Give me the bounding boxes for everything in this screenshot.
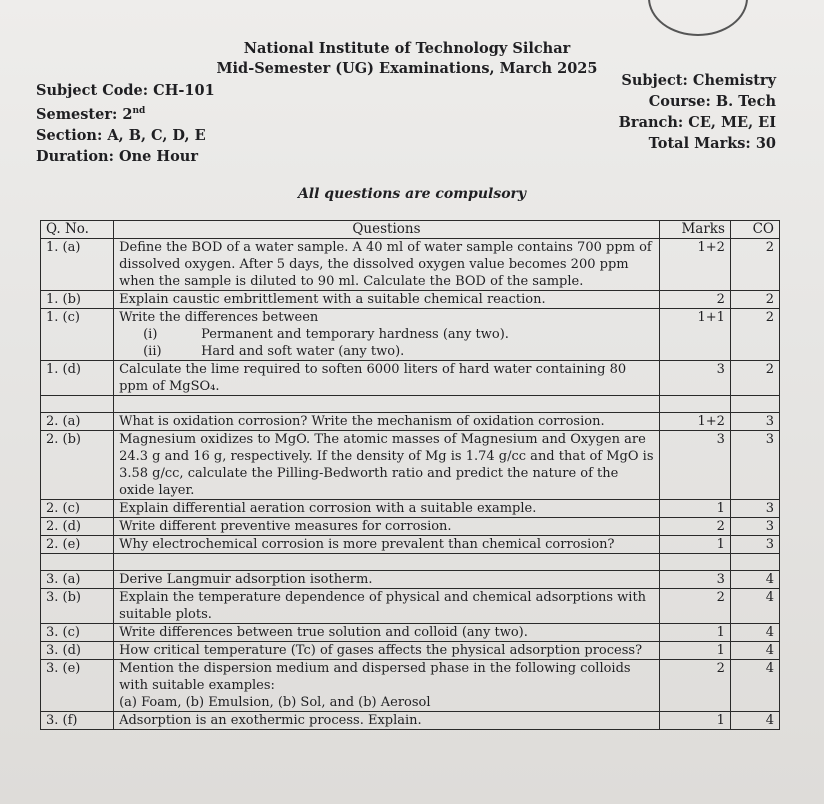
qno: 2. (c) bbox=[41, 500, 114, 518]
co: 3 bbox=[730, 518, 779, 536]
section: Section: A, B, C, D, E bbox=[36, 126, 206, 144]
meta-right-block bbox=[619, 70, 776, 154]
marks: 3 bbox=[659, 361, 730, 396]
question-text: Write the differences between bbox=[119, 310, 319, 325]
co: 3 bbox=[730, 413, 779, 431]
table-row bbox=[41, 642, 780, 660]
stamp-circle-mark bbox=[648, 0, 748, 36]
marks: 2 bbox=[659, 518, 730, 536]
marks: 2 bbox=[659, 589, 730, 624]
marks: 1 bbox=[659, 642, 730, 660]
co: 4 bbox=[730, 589, 779, 624]
sub-label: (i) bbox=[143, 327, 158, 342]
table-header-row bbox=[41, 221, 780, 239]
course: Course: B. Tech bbox=[648, 93, 776, 110]
branch: Branch: CE, ME, EI bbox=[618, 114, 776, 131]
table-row bbox=[41, 413, 780, 431]
co: 4 bbox=[730, 571, 779, 589]
header-qno: Q. No. bbox=[41, 221, 114, 239]
marks: 1 bbox=[659, 624, 730, 642]
question-text: Write differences between true solution and colloid (any two). bbox=[114, 624, 660, 642]
institute-name: National Institute of Technology Silchar bbox=[243, 40, 571, 57]
qno: 3. (f) bbox=[41, 712, 114, 730]
question-text: Magnesium oxidizes to MgO. The atomic masses of Magnesium and Oxygen are 24.3 g and 16 g, respectively. If the density of Mg is 1.74 g/cc and that of MgO is 3.58 g/cc, calculate the Pilling-Bedworth ratio and predict the nature of the oxide layer. bbox=[114, 431, 660, 500]
table-row bbox=[41, 624, 780, 642]
co: 4 bbox=[730, 642, 779, 660]
marks: 1 bbox=[659, 712, 730, 730]
table-row bbox=[41, 589, 780, 624]
sub-text: Permanent and temporary hardness (any two). bbox=[201, 327, 509, 342]
qno: 2. (d) bbox=[41, 518, 114, 536]
question-text: Why electrochemical corrosion is more prevalent than chemical corrosion? bbox=[114, 536, 660, 554]
question-text: How critical temperature (Tc) of gases affects the physical adsorption process? bbox=[114, 642, 660, 660]
marks: 1+2 bbox=[659, 413, 730, 431]
table-row bbox=[41, 361, 780, 396]
qno: 1. (c) bbox=[41, 309, 114, 361]
duration: Duration: One Hour bbox=[36, 147, 198, 165]
co: 2 bbox=[730, 361, 779, 396]
marks: 3 bbox=[659, 571, 730, 589]
question-cell bbox=[114, 660, 660, 712]
table-row bbox=[41, 536, 780, 554]
co: 2 bbox=[730, 291, 779, 309]
co: 3 bbox=[730, 500, 779, 518]
co: 2 bbox=[730, 239, 779, 291]
sub-text: Hard and soft water (any two). bbox=[201, 344, 405, 359]
question-text: Explain differential aeration corrosion with a suitable example. bbox=[114, 500, 660, 518]
subject-code: Subject Code: CH-101 bbox=[36, 82, 215, 99]
qno: 3. (d) bbox=[41, 642, 114, 660]
question-text: What is oxidation corrosion? Write the mechanism of oxidation corrosion. bbox=[114, 413, 660, 431]
exam-title: Mid-Semester (UG) Examinations, March 2025 bbox=[216, 60, 598, 77]
table-row bbox=[41, 660, 780, 712]
total-marks: Total Marks: 30 bbox=[648, 135, 776, 152]
question-cell bbox=[114, 309, 660, 361]
question-text: Calculate the lime required to soften 6000 liters of hard water containing 80 ppm of MgSO₄. bbox=[114, 361, 660, 396]
table-row bbox=[41, 291, 780, 309]
subject: Subject: Chemistry bbox=[621, 72, 776, 89]
marks: 1+2 bbox=[659, 239, 730, 291]
question-extra: (a) Foam, (b) Emulsion, (b) Sol, and (b) Aerosol bbox=[119, 695, 431, 710]
qno: 3. (e) bbox=[41, 660, 114, 712]
co: 4 bbox=[730, 660, 779, 712]
marks: 2 bbox=[659, 291, 730, 309]
co: 4 bbox=[730, 624, 779, 642]
semester-sup: nd bbox=[132, 106, 146, 116]
qno: 2. (b) bbox=[41, 431, 114, 500]
question-text: Explain caustic embrittlement with a suitable chemical reaction. bbox=[114, 291, 660, 309]
spacer-row bbox=[41, 554, 780, 571]
table-row bbox=[41, 571, 780, 589]
table-row bbox=[41, 239, 780, 291]
question-text: Adsorption is an exothermic process. Explain. bbox=[114, 712, 660, 730]
instruction: All questions are compulsory bbox=[297, 186, 527, 202]
co: 4 bbox=[730, 712, 779, 730]
qno: 1. (b) bbox=[41, 291, 114, 309]
qno: 2. (e) bbox=[41, 536, 114, 554]
semester-text: Semester: 2 bbox=[36, 105, 133, 123]
question-table bbox=[40, 220, 780, 730]
qno: 2. (a) bbox=[41, 413, 114, 431]
qno: 1. (d) bbox=[41, 361, 114, 396]
marks: 3 bbox=[659, 431, 730, 500]
co: 3 bbox=[730, 536, 779, 554]
marks: 1 bbox=[659, 536, 730, 554]
table-row bbox=[41, 309, 780, 361]
table-row bbox=[41, 712, 780, 730]
question-text: Write different preventive measures for corrosion. bbox=[114, 518, 660, 536]
sub-item bbox=[119, 343, 654, 360]
table-row bbox=[41, 500, 780, 518]
qno: 3. (b) bbox=[41, 589, 114, 624]
qno: 3. (a) bbox=[41, 571, 114, 589]
marks: 1+1 bbox=[659, 309, 730, 361]
meta-left-block bbox=[36, 80, 215, 167]
sub-label: (ii) bbox=[143, 344, 162, 359]
spacer-row bbox=[41, 396, 780, 413]
question-text: Define the BOD of a water sample. A 40 ml of water sample contains 700 ppm of dissolved oxygen. After 5 days, the dissolved oxygen value becomes 200 ppm when the sample is diluted to 90 ml. Calculate the BOD of the sample. bbox=[114, 239, 660, 291]
sub-item bbox=[119, 326, 654, 343]
table-row bbox=[41, 518, 780, 536]
co: 3 bbox=[730, 431, 779, 500]
qno: 3. (c) bbox=[41, 624, 114, 642]
marks: 1 bbox=[659, 500, 730, 518]
question-text: Derive Langmuir adsorption isotherm. bbox=[114, 571, 660, 589]
header-co: CO bbox=[730, 221, 779, 239]
marks: 2 bbox=[659, 660, 730, 712]
header-marks: Marks bbox=[659, 221, 730, 239]
co: 2 bbox=[730, 309, 779, 361]
semester bbox=[36, 101, 215, 125]
header-questions: Questions bbox=[114, 221, 660, 239]
question-text: Explain the temperature dependence of physical and chemical adsorptions with suitable plots. bbox=[114, 589, 660, 624]
table-row bbox=[41, 431, 780, 500]
question-text: Mention the dispersion medium and dispersed phase in the following colloids with suitable examples: bbox=[119, 661, 631, 693]
qno: 1. (a) bbox=[41, 239, 114, 291]
